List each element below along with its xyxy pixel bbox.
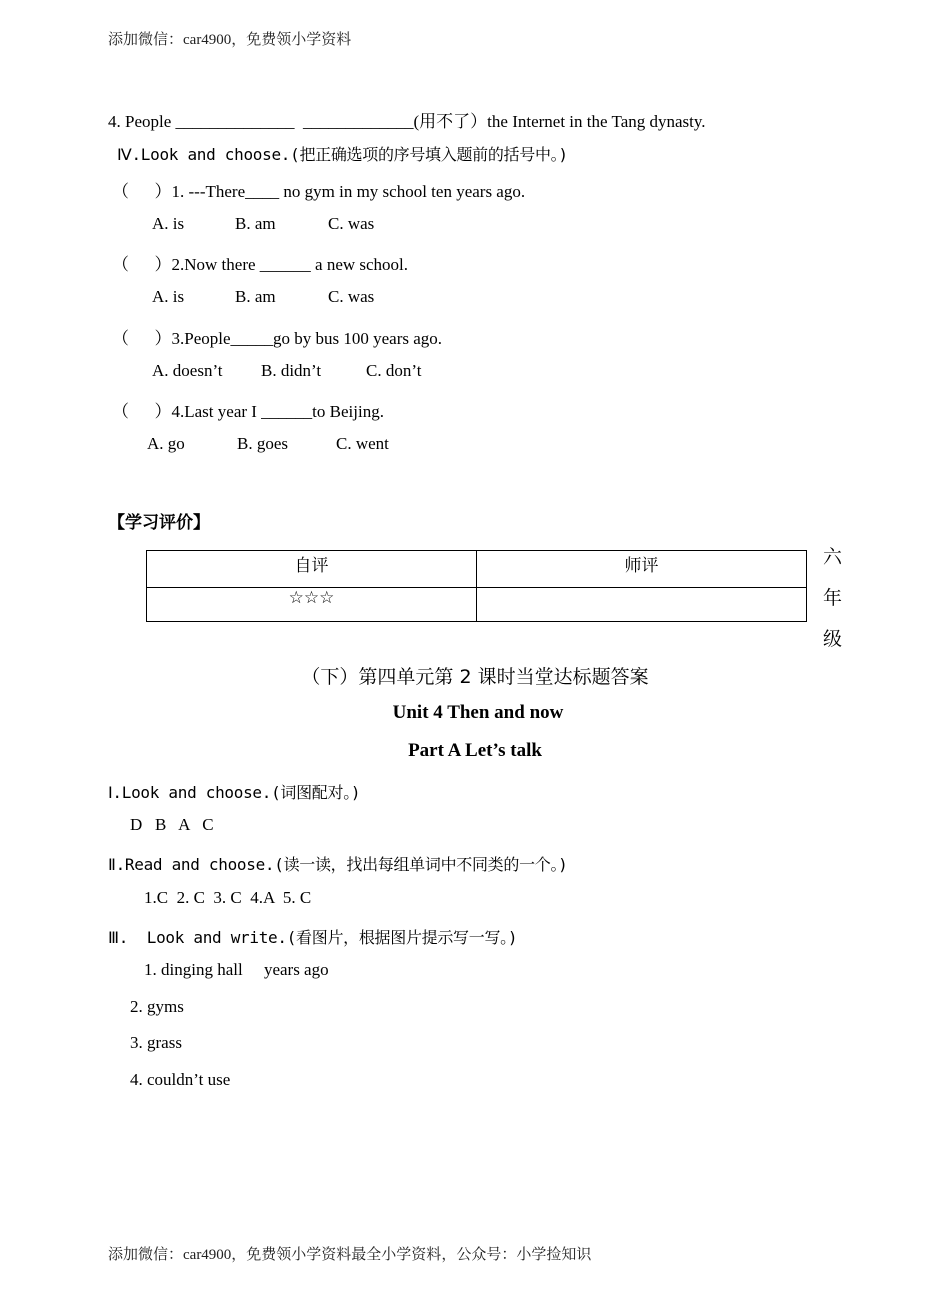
option-b: B. didn’t bbox=[261, 361, 322, 380]
teacher-eval-header: 师评 bbox=[477, 551, 807, 588]
question-iv-1: （ ）1. ---There____ no gym in my school ten years ago. bbox=[112, 182, 526, 201]
answers-section-iii-title: Ⅲ. Look and write.(看图片，根据图片提示写一写。) bbox=[108, 928, 518, 947]
option-c: C. was bbox=[328, 287, 375, 306]
answers-section-ii: 1.C 2. C 3. C 4.A 5. C bbox=[144, 888, 312, 907]
self-eval-header: 自评 bbox=[147, 551, 477, 588]
option-b: B. am bbox=[235, 214, 276, 233]
answer-line: 1. dinging hall years ago bbox=[144, 960, 329, 979]
evaluation-title: 【学习评价】 bbox=[108, 513, 210, 533]
teacher-eval-cell bbox=[477, 588, 807, 622]
option-a: A. is bbox=[152, 287, 185, 306]
option-c: C. don’t bbox=[366, 361, 422, 380]
page-header: 添加微信：car4900，免费领小学资料 bbox=[108, 32, 352, 48]
answer-line: 3. grass bbox=[130, 1033, 182, 1052]
option-b: B. am bbox=[235, 287, 276, 306]
self-eval-stars: ☆☆☆ bbox=[147, 588, 477, 622]
unit-title: Unit 4 Then and now bbox=[392, 702, 564, 723]
vertical-char: 六 bbox=[823, 546, 843, 568]
option-a: A. is bbox=[152, 214, 185, 233]
option-a: A. go bbox=[147, 434, 185, 453]
question-iii-4: 4. People ______________ _____________(用不了）the Internet in the Tang dynasty. bbox=[108, 112, 706, 131]
answers-section-i-title: Ⅰ.Look and choose.(词图配对。) bbox=[108, 783, 361, 802]
section-iv-title: Ⅳ.Look and choose.(把正确选项的序号填入题前的括号中。) bbox=[117, 145, 568, 164]
option-a: A. doesn’t bbox=[152, 361, 223, 380]
vertical-char: 年 bbox=[823, 587, 843, 609]
part-title: Part A Let’s talk bbox=[408, 740, 542, 761]
answer-line: 2. gyms bbox=[130, 997, 184, 1016]
page-footer: 添加微信：car4900，免费领小学资料最全小学资料，公众号：小学捡知识 bbox=[108, 1247, 592, 1263]
option-c: C. was bbox=[328, 214, 375, 233]
option-b: B. goes bbox=[237, 434, 288, 453]
answer-line: 4. couldn’t use bbox=[130, 1070, 231, 1089]
question-iv-4: （ ）4.Last year I ______to Beijing. bbox=[112, 402, 384, 421]
option-c: C. went bbox=[336, 434, 389, 453]
vertical-char: 级 bbox=[823, 628, 843, 650]
answers-section-ii-title: Ⅱ.Read and choose.(读一读，找出每组单词中不同类的一个。) bbox=[108, 855, 568, 874]
question-iv-2: （ ）2.Now there ______ a new school. bbox=[112, 255, 409, 274]
question-iv-3: （ ）3.People_____go by bus 100 years ago. bbox=[112, 329, 443, 348]
evaluation-table bbox=[146, 550, 807, 622]
answers-title: （下）第四单元第 2 课时当堂达标题答案 bbox=[301, 666, 649, 688]
answers-section-i: D B A C bbox=[130, 815, 214, 834]
